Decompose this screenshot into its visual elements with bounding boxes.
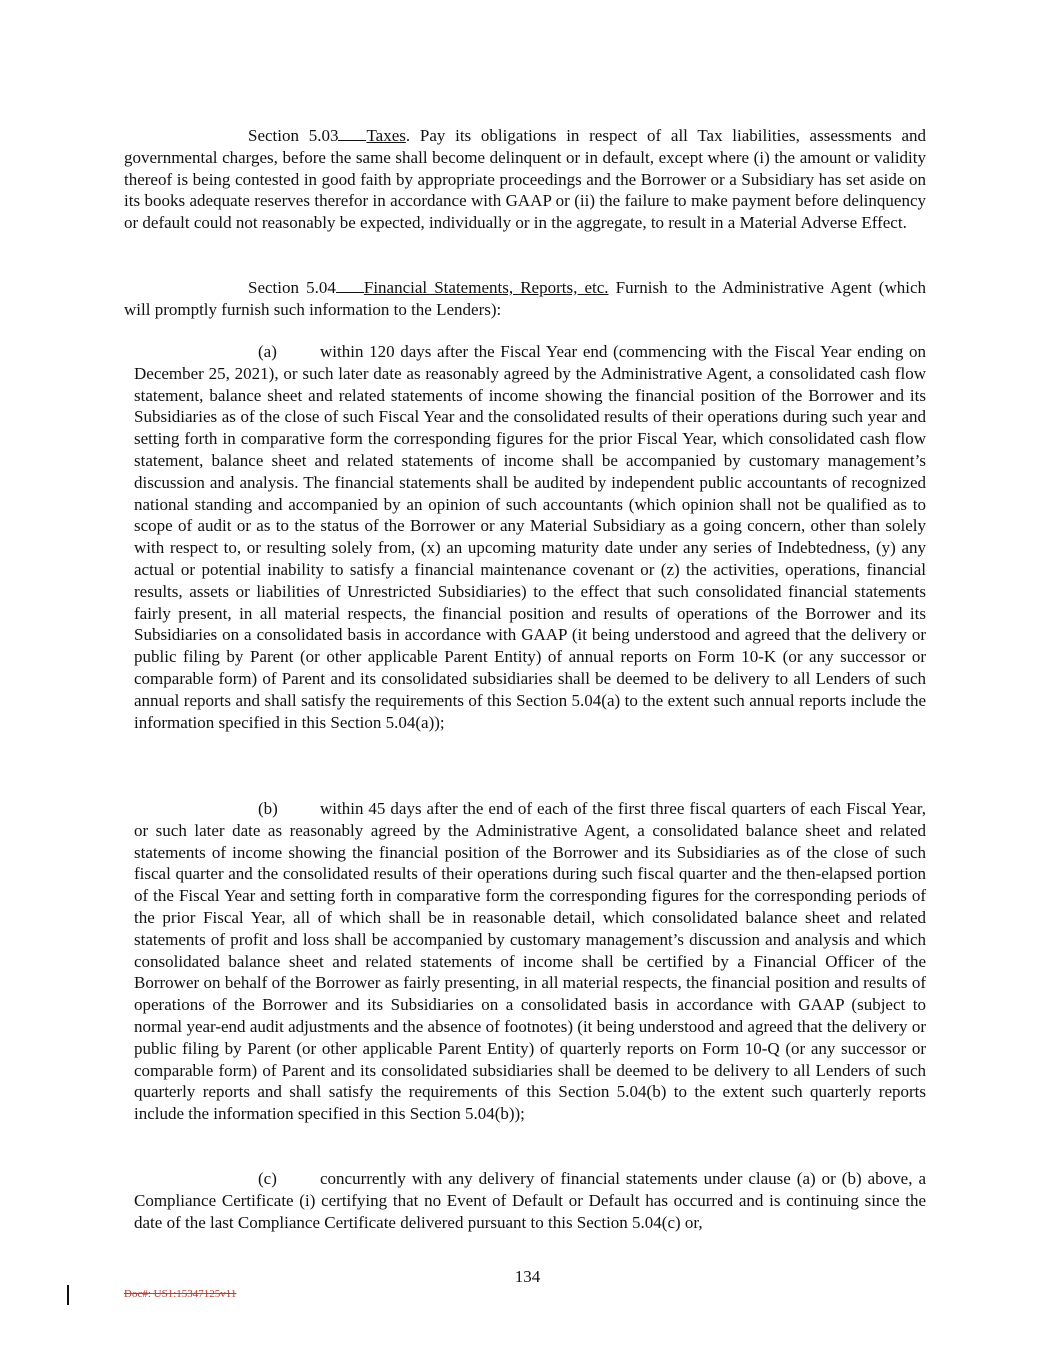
- section-title: Taxes: [366, 126, 406, 145]
- clause-letter: (c): [258, 1169, 277, 1188]
- section-5-03-paragraph: [124, 125, 926, 234]
- section-5-04-paragraph: [124, 277, 926, 321]
- clause-text: within 45 days after the end of each of the first three fiscal quarters of each Fiscal Year, or such later date as reasonably agreed by the Administrative Agent, a consolidated balance sheet and related statements of income showing the financial position of the Borrower and its Subsidiaries as of the close of such fiscal quarter and the consolidated results of their operations during such fiscal quarter and the then-elapsed portion of the Fiscal Year and setting forth in comparative form the corresponding figures for the corresponding periods of the prior Fiscal Year, all of which shall be in reasonable detail, which consolidated balance sheet and related statements of profit and loss shall be accompanied by customary management’s discussion and analysis and which consolidated balance sheet and related statements of income shall be certified by a Financial Officer of the Borrower on behalf of the Borrower as fairly presenting, in all material respects, the financial position and results of operations of the Borrower and its Subsidiaries on a consolidated basis in accordance with GAAP (subject to normal year-end audit adjustments and the absence of footnotes) (it being understood and agreed that the delivery or public filing by Parent (or other applicable Parent Entity) of quarterly reports on Form 10-Q (or any successor or comparable form) of Parent and its consolidated subsidiaries shall be deemed to be delivery to all Lenders of such quarterly reports and shall satisfy the requirements of this Section 5.04(b) to the extent such quarterly reports include the information specified in this Section 5.04(b));: [134, 799, 926, 1124]
- revision-bar: [67, 1285, 69, 1305]
- document-id: Doc#: US1:15347125v11: [124, 1288, 237, 1300]
- clause-c-paragraph: [134, 1168, 926, 1233]
- clause-b-paragraph: [134, 798, 926, 1125]
- section-number: Section 5.03: [248, 126, 339, 145]
- clause-text: concurrently with any delivery of financial statements under clause (a) or (b) above, a Compliance Certificate (i) certifying that no Event of Default or Default has occurred and is continuing since the date of the last Compliance Certificate delivered pursuant to this Section 5.04(c) or,: [134, 1169, 926, 1232]
- section-body: Furnish to the Administrative Agent (which will promptly furnish such information to the Lenders):: [124, 278, 926, 319]
- clause-text: within 120 days after the Fiscal Year end (commencing with the Fiscal Year ending on December 25, 2021), or such later date as reasonably agreed by the Administrative Agent, a consolidated cash flow statement, balance sheet and related statements of income showing the financial position of the Borrower and its Subsidiaries as of the close of such Fiscal Year and the consolidated results of their operations during such year and setting forth in comparative form the corresponding figures for the prior Fiscal Year, which consolidated cash flow statement, balance sheet and related statements of income shall be accompanied by customary management’s discussion and analysis. The financial statements shall be audited by independent public accountants of recognized national standing and accompanied by an opinion of such accountants (which opinion shall not be qualified as to scope of audit or as to the status of the Borrower or any Material Subsidiary as a going concern, other than solely with respect to, or resulting solely from, (x) an upcoming maturity date under any series of Indebtedness, (y) any actual or potential inability to satisfy a financial maintenance covenant or (z) the activities, operations, financial results, assets or liabilities of Unrestricted Subsidiaries) to the effect that such consolidated financial statements fairly present, in all material respects, the financial position and results of operations of the Borrower and its Subsidiaries on a consolidated basis in accordance with GAAP (it being understood and agreed that the delivery or public filing by Parent (or other applicable Parent Entity) of annual reports on Form 10-K (or any successor or comparable form) of Parent and its consolidated subsidiaries shall be deemed to be delivery to all Lenders of such annual reports and shall satisfy the requirements of this Section 5.04(a) to the extent such annual reports include the information specified in this Section 5.04(a));: [134, 342, 926, 732]
- page-number: 134: [514, 1267, 541, 1286]
- clause-letter: (b): [258, 799, 278, 818]
- section-number: Section 5.04: [248, 278, 336, 297]
- clause-a-paragraph: [134, 341, 926, 733]
- section-title: Financial Statements, Reports, etc.: [363, 278, 609, 297]
- section-body: . Pay its obligations in respect of all Tax liabilities, assessments and governmental charges, before the same shall become delinquent or in default, except where (i) the amount or validity thereof is being contested in good faith by appropriate proceedings and the Borrower or a Subsidiary has set aside on its books adequate reserves therefor in accordance with GAAP or (ii) the failure to make payment before delinquency or default could not reasonably be expected, individually or in the aggregate, to result in a Material Adverse Effect.: [124, 126, 926, 233]
- clause-letter: (a): [258, 342, 277, 361]
